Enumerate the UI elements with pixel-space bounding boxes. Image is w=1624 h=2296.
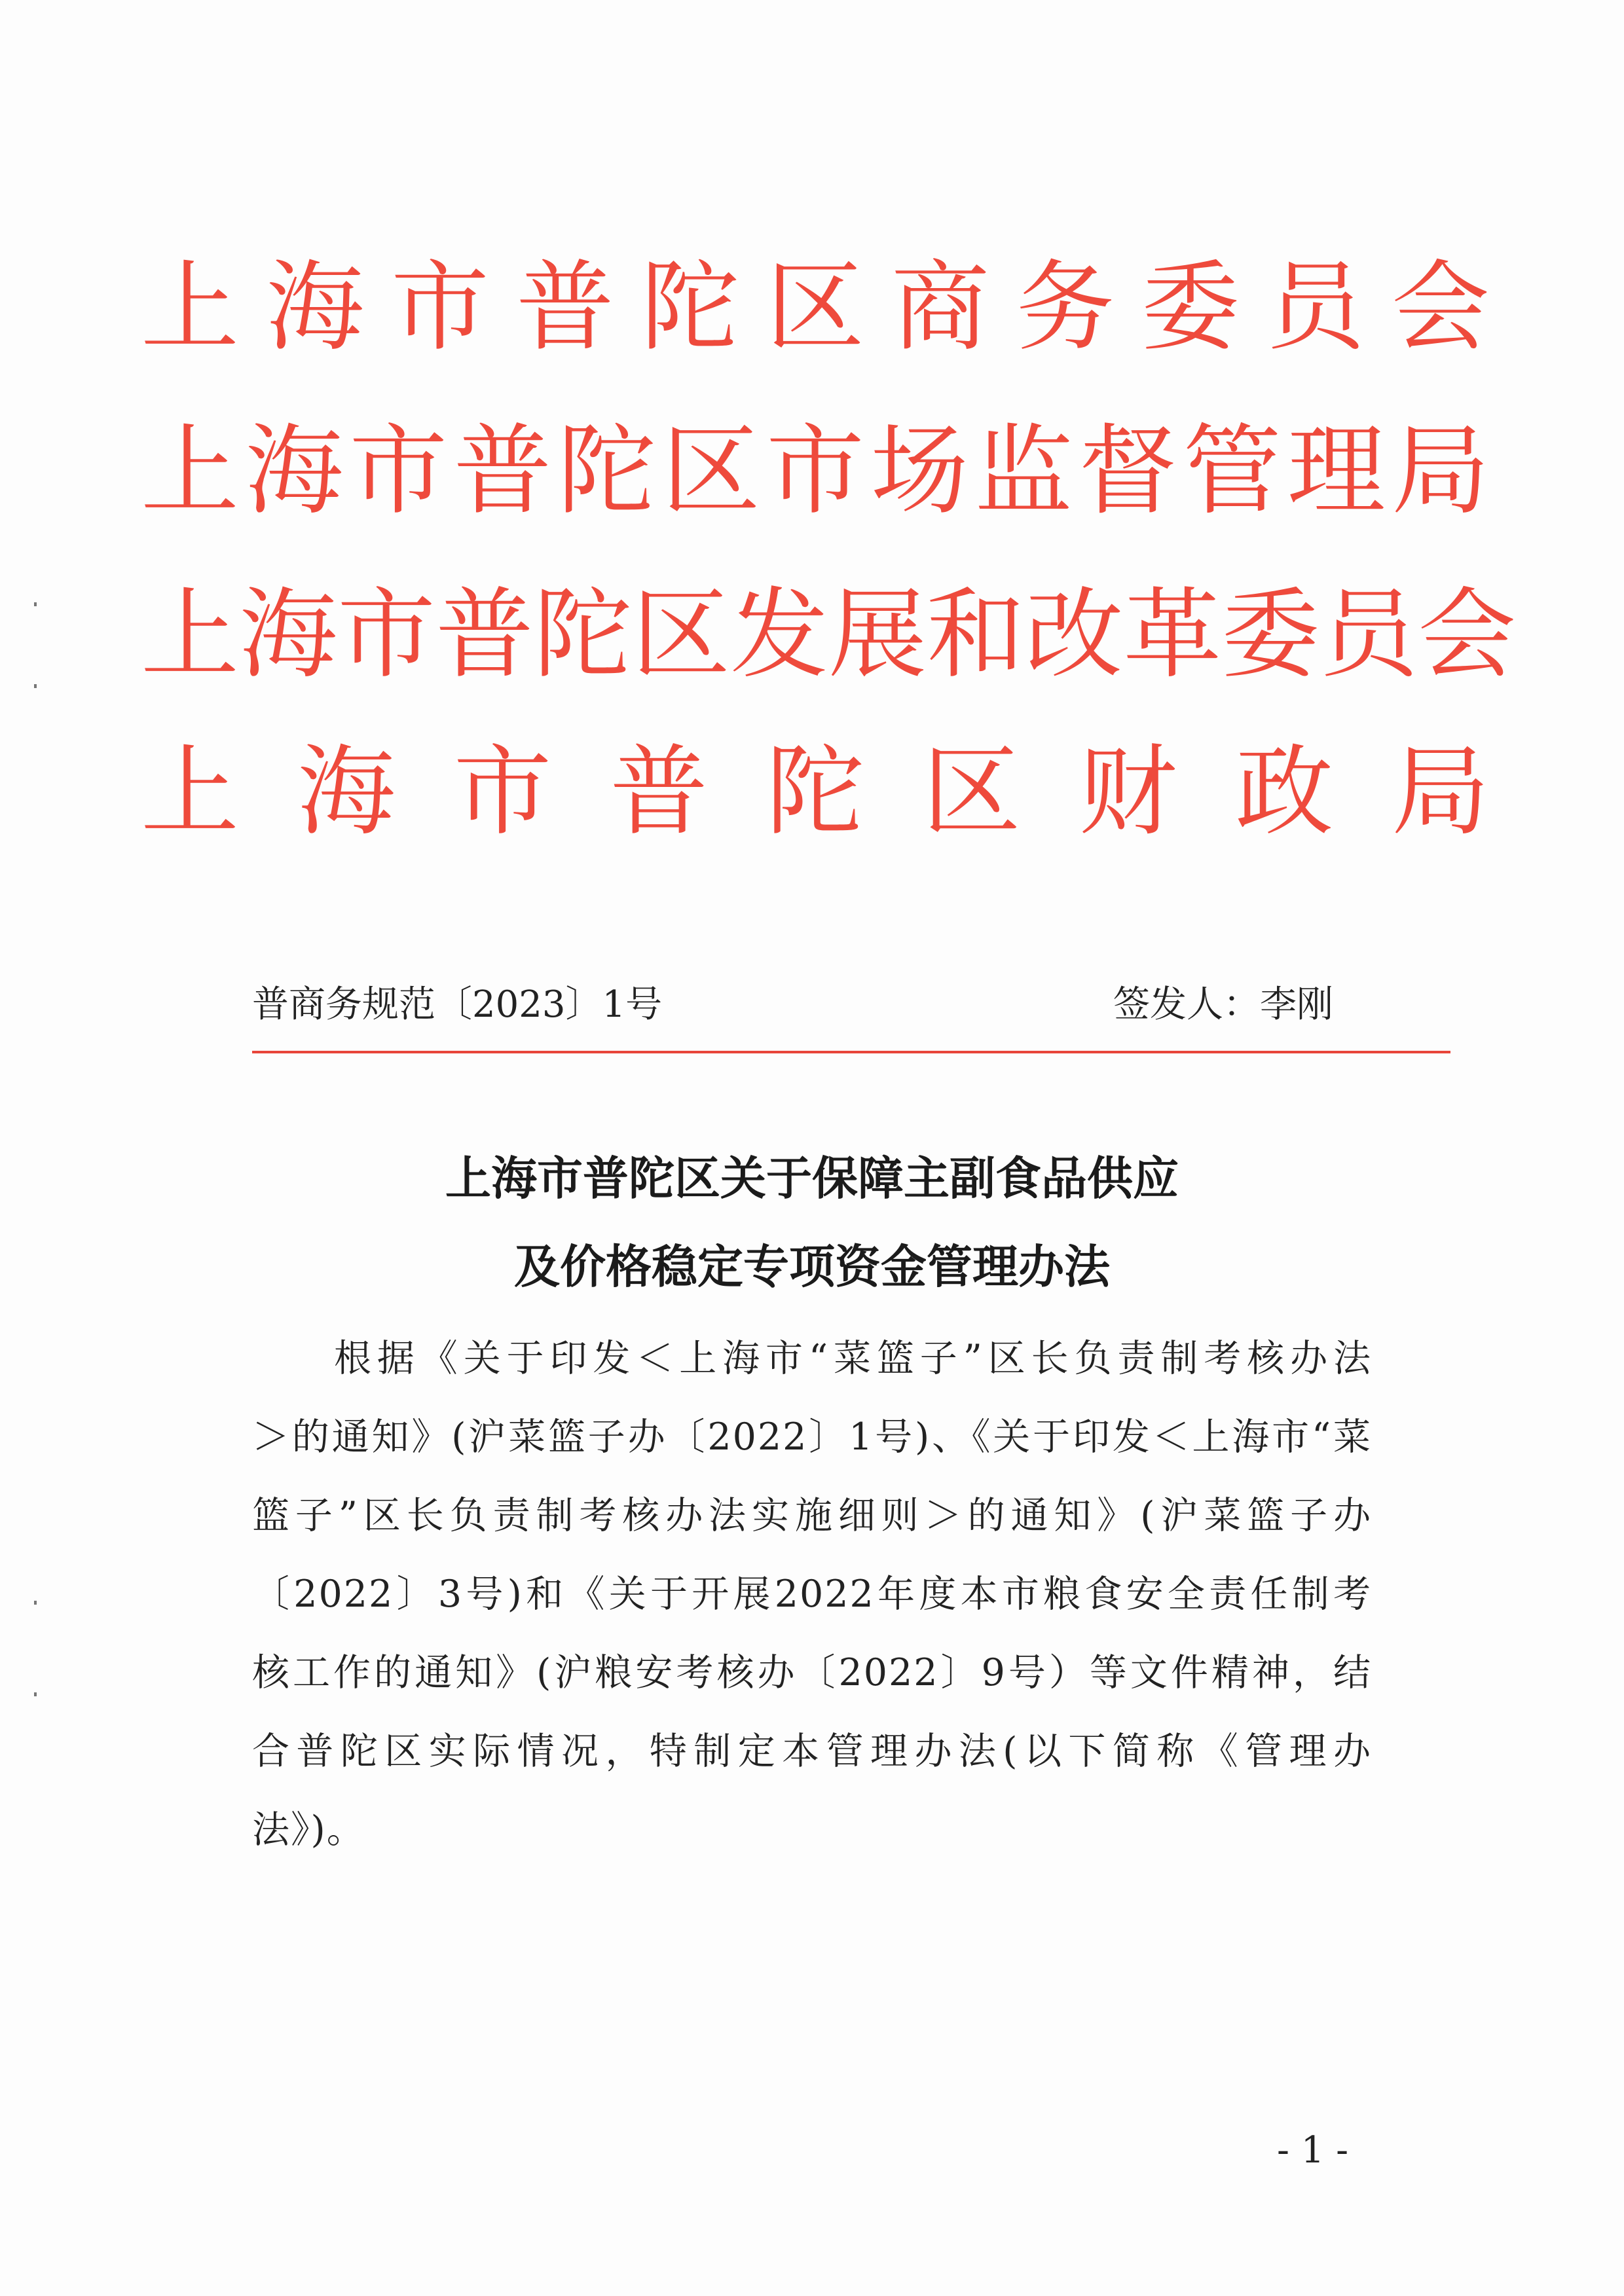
org-name-char: 市 — [349, 414, 448, 528]
org-name-char: 上 — [141, 735, 240, 849]
document-title-line-1: 上海市普陀区关于保障主副食品供应 — [445, 1151, 1179, 1205]
body-text-line: 核工作的通知》(沪粮安考核办〔2022〕9号）等文件精神，结 — [252, 1651, 1372, 1694]
org-name-char: 区 — [632, 578, 731, 692]
org-name-char: 局 — [1391, 414, 1490, 528]
org-name-char: 陀 — [534, 578, 633, 692]
issuing-org-market-supervision — [141, 406, 1490, 537]
issuing-org-finance — [141, 727, 1490, 858]
org-name-char: 会 — [1391, 251, 1490, 365]
org-name-char: 市 — [766, 414, 864, 528]
scan-mark — [34, 684, 37, 688]
org-name-char: 政 — [1235, 735, 1334, 849]
org-name-char: 区 — [922, 735, 1021, 849]
org-name-char: 务 — [1016, 251, 1115, 365]
issuing-org-development-reform — [141, 570, 1517, 701]
org-name-char: 陀 — [766, 735, 864, 849]
org-name-char: 普 — [435, 578, 534, 692]
org-name-char: 上 — [141, 578, 240, 692]
org-name-char: 陀 — [640, 251, 739, 365]
scan-mark — [34, 602, 37, 606]
org-name-char: 理 — [1287, 414, 1386, 528]
org-name-char: 展 — [828, 578, 927, 692]
org-name-char: 区 — [661, 414, 760, 528]
org-name-char: 委 — [1141, 251, 1240, 365]
org-name-char: 普 — [515, 251, 614, 365]
scan-mark — [34, 1601, 37, 1605]
body-text-line: 法》)。 — [252, 1808, 365, 1851]
org-name-char: 商 — [891, 251, 989, 365]
org-name-char: 海 — [297, 735, 396, 849]
org-name-char: 委 — [1221, 578, 1320, 692]
org-name-char: 场 — [870, 414, 969, 528]
issuing-org-commerce — [141, 242, 1490, 373]
signer: 签发人：李刚 — [1113, 983, 1333, 1026]
org-name-char: 督 — [1079, 414, 1177, 528]
red-separator-line — [252, 1051, 1450, 1053]
scan-mark — [34, 1692, 37, 1696]
org-name-char: 海 — [265, 251, 364, 365]
org-name-char: 发 — [730, 578, 829, 692]
org-name-char: 上 — [141, 414, 240, 528]
org-name-char: 普 — [453, 414, 552, 528]
org-name-char: 海 — [239, 578, 338, 692]
body-text-line: 根据《关于印发＜上海市“菜篮子”区长负责制考核办法 — [334, 1337, 1372, 1380]
org-name-char: 上 — [141, 251, 240, 365]
org-name-char: 普 — [610, 735, 709, 849]
org-name-char: 会 — [1418, 578, 1517, 692]
org-name-char: 局 — [1391, 735, 1490, 849]
document-title-line-2: 及价格稳定专项资金管理办法 — [514, 1239, 1110, 1294]
org-name-char: 财 — [1079, 735, 1177, 849]
document-number: 普商务规范〔2023〕1号 — [252, 983, 663, 1026]
org-name-char: 和 — [927, 578, 1025, 692]
org-name-char: 员 — [1266, 251, 1365, 365]
org-name-char: 市 — [453, 735, 552, 849]
org-name-char: 区 — [766, 251, 864, 365]
org-name-char: 革 — [1123, 578, 1222, 692]
org-name-char: 员 — [1320, 578, 1418, 692]
org-name-char: 市 — [337, 578, 436, 692]
org-name-char: 陀 — [557, 414, 656, 528]
org-name-char: 市 — [390, 251, 489, 365]
body-text-line: 〔2022〕3号)和《关于开展2022年度本市粮食安全责任制考 — [252, 1573, 1372, 1616]
body-text-line: 合普陀区实际情况，特制定本管理办法(以下简称《管理办 — [252, 1730, 1372, 1773]
body-text-line: 篮子”区长负责制考核办法实施细则＞的通知》(沪菜篮子办 — [252, 1494, 1372, 1537]
org-name-char: 改 — [1025, 578, 1124, 692]
org-name-char: 管 — [1183, 414, 1282, 528]
body-text-line: ＞的通知》(沪菜篮子办〔2022〕1号)、《关于印发＜上海市“菜 — [252, 1415, 1372, 1459]
org-name-char: 海 — [245, 414, 344, 528]
page-number: - 1 - — [1277, 2129, 1349, 2172]
org-name-char: 监 — [974, 414, 1073, 528]
